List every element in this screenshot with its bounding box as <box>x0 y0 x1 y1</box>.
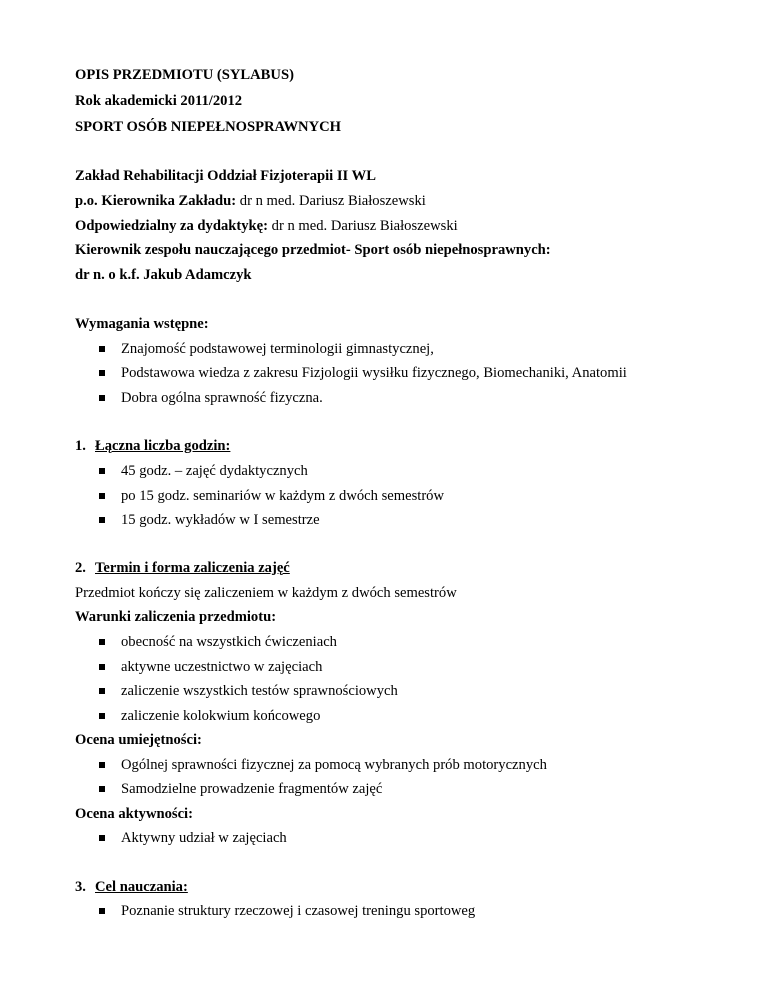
department-name: Zakład Rehabilitacji Oddział Fizjoterapii II WL <box>75 168 376 184</box>
list-item: Dobra ogólna sprawność fizyczna. <box>99 389 323 407</box>
bullet-icon <box>99 786 105 792</box>
bullet-icon <box>99 370 105 376</box>
list-item: 45 godz. – zajęć dydaktycznych <box>99 462 308 480</box>
list-item: po 15 godz. seminariów w każdym z dwóch semestrów <box>99 487 444 505</box>
subject-title: SPORT OSÓB NIEPEŁNOSPRAWNYCH <box>75 119 342 135</box>
didactics-value: dr n med. Dariusz Białoszewski <box>268 218 458 234</box>
list-item: Ogólnej sprawności fizycznej za pomocą wybranych prób motorycznych <box>99 756 547 774</box>
section-1-heading: 1. Łączna liczba godzin: <box>75 438 231 454</box>
team-leader-name: dr n. o k.f. Jakub Adamczyk <box>75 267 252 283</box>
bullet-icon <box>99 713 105 719</box>
list-item: obecność na wszystkich ćwiczeniach <box>99 633 337 651</box>
skills-heading: Ocena umiejętności: <box>75 732 202 748</box>
department-head-label: p.o. Kierownika Zakładu: <box>75 193 237 209</box>
section-2-intro: Przedmiot kończy się zaliczeniem w każdym z dwóch semestrów <box>75 585 457 601</box>
bullet-icon <box>99 908 105 914</box>
list-item: Znajomość podstawowej terminologii gimnastycznej, <box>99 340 434 358</box>
list-item: Podstawowa wiedza z zakresu Fizjologii wysiłku fizycznego, Biomechaniki, Anatomii <box>99 364 627 382</box>
list-item: Samodzielne prowadzenie fragmentów zajęć <box>99 780 382 798</box>
list-item: aktywne uczestnictwo w zajęciach <box>99 658 322 676</box>
bullet-icon <box>99 468 105 474</box>
bullet-icon <box>99 493 105 499</box>
activity-heading: Ocena aktywności: <box>75 806 193 822</box>
list-item: Poznanie struktury rzeczowej i czasowej treningu sportoweg <box>99 902 475 920</box>
bullet-icon <box>99 395 105 401</box>
section-3-heading: 3. Cel nauczania: <box>75 879 188 895</box>
list-item: 15 godz. wykładów w I semestrze <box>99 511 320 529</box>
list-item: zaliczenie wszystkich testów sprawnościowych <box>99 682 398 700</box>
list-item: Aktywny udział w zajęciach <box>99 829 287 847</box>
didactics-label: Odpowiedzialny za dydaktykę: <box>75 218 268 234</box>
department-head-value: dr n med. Dariusz Białoszewski <box>236 193 426 209</box>
bullet-icon <box>99 835 105 841</box>
bullet-icon <box>99 639 105 645</box>
bullet-icon <box>99 688 105 694</box>
conditions-heading: Warunki zaliczenia przedmiotu: <box>75 609 277 625</box>
list-item: zaliczenie kolokwium końcowego <box>99 707 320 725</box>
document-title: OPIS PRZEDMIOTU (SYLABUS) <box>75 67 294 83</box>
section-2-heading: 2. Termin i forma zaliczenia zajęć <box>75 560 290 576</box>
team-leader-label: Kierownik zespołu nauczającego przedmiot- Sport osób niepełnosprawnych: <box>75 242 551 258</box>
academic-year: Rok akademicki 2011/2012 <box>75 93 243 109</box>
department-head <box>75 192 426 210</box>
requirements-heading: Wymagania wstępne: <box>75 316 209 332</box>
bullet-icon <box>99 762 105 768</box>
bullet-icon <box>99 517 105 523</box>
bullet-icon <box>99 346 105 352</box>
didactics-responsible <box>75 217 458 235</box>
bullet-icon <box>99 664 105 670</box>
